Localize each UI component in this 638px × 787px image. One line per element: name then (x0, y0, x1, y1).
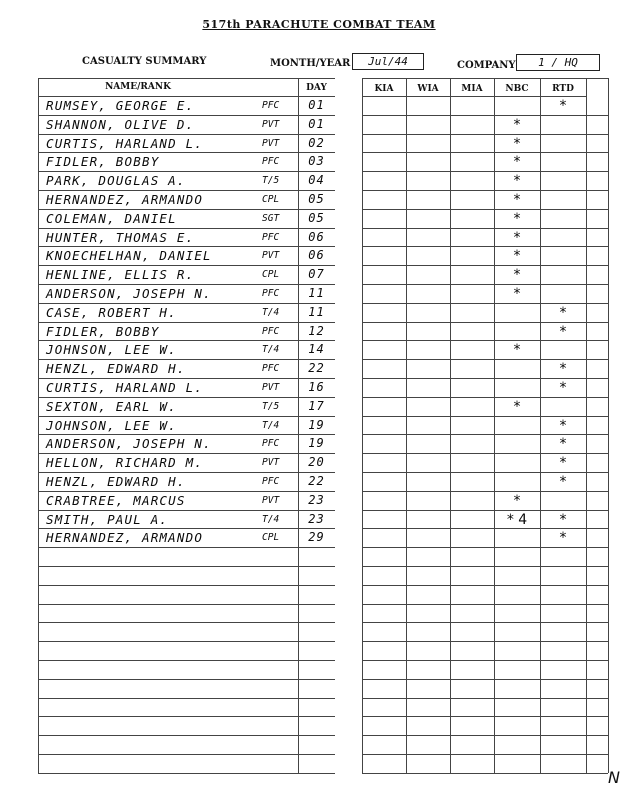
entry-name: RUMSEY, GEORGE E. (46, 98, 195, 113)
entry-rank: PFC (262, 438, 280, 450)
row-rule (362, 735, 608, 736)
row-rule (38, 416, 335, 417)
row-rule (362, 359, 608, 360)
entry-nbc-mark: * (513, 398, 521, 415)
casualty-summary-label: CASUALTY SUMMARY (82, 56, 207, 67)
row-rule (38, 303, 335, 304)
entry-rank: T/4 (262, 513, 280, 525)
entry-day: 02 (308, 135, 325, 150)
row-rule (38, 134, 335, 135)
column-rule (406, 78, 407, 773)
row-rule (362, 641, 608, 642)
column-header-day: DAY (306, 83, 327, 93)
row-rule (362, 754, 608, 755)
entry-name: HENZL, EDWARD H. (46, 361, 186, 377)
entry-nbc-mark: * (513, 342, 521, 359)
row-rule (362, 773, 608, 774)
company-field: 1 / HQ (516, 54, 600, 71)
entry-nbc-mark: * (513, 229, 521, 246)
entry-day: 03 (308, 154, 325, 169)
entry-name: CASE, ROBERT H. (46, 304, 177, 320)
row-rule (38, 604, 335, 605)
row-rule (362, 378, 608, 379)
entry-rank: PFC (262, 231, 280, 243)
row-rule (362, 115, 608, 116)
entry-nbc-mark: * 4 (506, 511, 528, 528)
row-rule (362, 246, 608, 247)
row-rule (362, 716, 608, 717)
entry-name: HERNANDEZ, ARMANDO (46, 192, 204, 207)
entry-nbc-mark: * (513, 248, 521, 265)
entry-name: ANDERSON, JOSEPH N. (46, 286, 212, 301)
corner-mark: N (608, 768, 620, 787)
entry-name: CURTIS, HARLAND L. (46, 135, 204, 151)
row-rule (298, 96, 335, 97)
row-rule (38, 265, 335, 266)
entry-day: 20 (308, 455, 325, 470)
row-rule (362, 566, 608, 567)
entry-name: PARK, DOUGLAS A. (46, 173, 186, 189)
row-rule (362, 622, 608, 623)
entry-nbc-mark: * (513, 173, 521, 190)
row-rule (38, 754, 335, 755)
entry-day: 16 (308, 380, 325, 394)
entry-day: 29 (308, 530, 325, 545)
entry-nbc-mark: * (513, 492, 521, 509)
entry-rtd-mark: * (559, 530, 567, 547)
column-rule (362, 78, 363, 773)
row-rule (38, 547, 335, 548)
row-rule (38, 378, 335, 379)
month-year-label: MONTH/YEAR (270, 58, 351, 69)
row-rule (38, 397, 335, 398)
entry-rank: PVT (262, 494, 280, 506)
entry-rank: PFC (262, 156, 280, 168)
row-rule (362, 303, 608, 304)
column-rule (608, 78, 609, 773)
row-rule (38, 246, 335, 247)
entry-day: 06 (308, 248, 325, 263)
entry-rank: PFC (262, 288, 280, 299)
entry-nbc-mark: * (513, 116, 521, 133)
row-rule (362, 228, 608, 229)
row-rule (362, 510, 608, 511)
entry-rtd-mark: * (559, 361, 567, 378)
entry-day: 05 (308, 192, 325, 206)
entry-rank: CPL (262, 269, 280, 281)
row-rule (38, 491, 335, 492)
entry-name: SMITH, PAUL A. (46, 511, 169, 527)
entry-day: 01 (308, 98, 325, 112)
row-rule (362, 134, 608, 135)
entry-name: FIDLER, BOBBY (46, 154, 160, 170)
row-rule (38, 641, 335, 642)
row-rule (38, 528, 335, 529)
entry-name: JOHNSON, LEE W. (46, 342, 177, 358)
column-header-kia: KIA (374, 84, 394, 94)
entry-day: 14 (308, 342, 325, 357)
entry-rtd-mark: * (559, 474, 567, 490)
row-rule (362, 679, 608, 680)
entry-name: KNOECHELHAN, DANIEL (46, 248, 212, 264)
row-rule (38, 359, 335, 360)
entry-name: CRABTREE, MARCUS (46, 492, 186, 508)
row-rule (38, 622, 335, 623)
row-rule (362, 340, 608, 341)
entry-day: 17 (308, 398, 325, 413)
row-rule (362, 453, 608, 454)
entry-day: 01 (308, 116, 325, 131)
row-rule (38, 434, 335, 435)
column-header-wia: WIA (417, 84, 439, 94)
row-rule (38, 566, 335, 567)
entry-name: SHANNON, OLIVE D. (46, 116, 195, 132)
entry-rank: PVT (262, 118, 280, 130)
entry-rank: PFC (262, 476, 280, 487)
row-rule (362, 190, 608, 191)
column-header-rtd: RTD (552, 84, 574, 94)
row-rule (38, 171, 335, 172)
row-rule (38, 322, 335, 323)
entry-rank: PFC (262, 100, 280, 111)
entry-day: 11 (308, 286, 325, 300)
entry-rtd-mark: * (559, 455, 567, 472)
company-label: COMPANY (457, 60, 516, 71)
entry-rank: PVT (262, 457, 280, 469)
row-rule (362, 78, 608, 79)
entry-rank: T/5 (262, 400, 280, 412)
entry-rank: CPL (262, 194, 280, 205)
entry-rtd-mark: * (559, 417, 567, 434)
entry-rank: PVT (262, 382, 280, 393)
row-rule (38, 735, 335, 736)
row-rule (362, 472, 608, 473)
row-rule (362, 528, 608, 529)
row-rule (38, 510, 335, 511)
entry-day: 12 (308, 323, 325, 338)
column-rule (450, 78, 451, 773)
row-rule (362, 397, 608, 398)
entry-name: COLEMAN, DANIEL (46, 210, 177, 226)
row-rule (38, 228, 335, 229)
entry-rtd-mark: * (559, 511, 567, 528)
row-rule (38, 472, 335, 473)
entry-name: SEXTON, EARL W. (46, 398, 177, 414)
page-title: 517th PARACHUTE COMBAT TEAM (202, 18, 436, 31)
row-rule (38, 585, 335, 586)
entry-name: HUNTER, THOMAS E. (46, 229, 195, 245)
row-rule (38, 115, 335, 116)
row-rule (362, 322, 608, 323)
row-rule (362, 171, 608, 172)
entry-nbc-mark: * (513, 286, 521, 302)
entry-rank: T/4 (262, 344, 280, 356)
entry-rank: T/4 (262, 419, 280, 431)
entry-nbc-mark: * (513, 210, 521, 227)
row-rule (38, 453, 335, 454)
row-rule (362, 604, 608, 605)
row-rule (298, 78, 335, 79)
entry-day: 23 (308, 511, 325, 526)
row-rule (38, 679, 335, 680)
entry-nbc-mark: * (513, 192, 521, 208)
row-rule (362, 265, 608, 266)
row-rule (38, 96, 298, 97)
month-year-field: Jul/44 (352, 53, 424, 70)
entry-name: JOHNSON, LEE W. (46, 417, 177, 433)
entry-name: CURTIS, HARLAND L. (46, 380, 204, 395)
column-rule (586, 78, 587, 773)
row-rule (362, 209, 608, 210)
entry-day: 19 (308, 436, 325, 451)
row-rule (362, 416, 608, 417)
row-rule (362, 434, 608, 435)
entry-name: HELLON, RICHARD M. (46, 455, 204, 471)
row-rule (38, 773, 335, 774)
entry-rank: SGT (262, 212, 280, 224)
row-rule (38, 660, 335, 661)
row-rule (38, 209, 335, 210)
row-rule (38, 152, 335, 153)
row-rule (362, 284, 608, 285)
entry-rtd-mark: * (559, 436, 567, 453)
row-rule (362, 491, 608, 492)
entry-name: HENZL, EDWARD H. (46, 474, 186, 489)
row-rule (38, 716, 335, 717)
entry-rank: PVT (262, 250, 280, 262)
entry-rank: PVT (262, 137, 280, 149)
entry-day: 05 (308, 210, 325, 225)
row-rule (38, 78, 298, 79)
entry-day: 22 (308, 474, 325, 488)
entry-day: 06 (308, 229, 325, 244)
row-rule (38, 284, 335, 285)
column-header-mia: MIA (461, 84, 483, 94)
row-rule (38, 190, 335, 191)
entry-rank: PFC (262, 363, 280, 375)
entry-rank: T/5 (262, 175, 280, 187)
entry-rank: PFC (262, 325, 280, 337)
entry-day: 23 (308, 492, 325, 507)
entry-day: 19 (308, 417, 325, 432)
entry-day: 04 (308, 173, 325, 188)
row-rule (362, 585, 608, 586)
row-rule (38, 340, 335, 341)
row-rule (362, 698, 608, 699)
entry-nbc-mark: * (513, 135, 521, 152)
entry-rank: T/4 (262, 306, 280, 318)
entry-nbc-mark: * (513, 267, 521, 284)
entry-rtd-mark: * (559, 380, 567, 396)
entry-name: FIDLER, BOBBY (46, 323, 160, 339)
entry-name: HERNANDEZ, ARMANDO (46, 530, 204, 546)
entry-nbc-mark: * (513, 154, 521, 171)
column-header-name-rank: NAME/RANK (105, 82, 171, 92)
row-rule (362, 660, 608, 661)
row-rule (362, 152, 608, 153)
entry-day: 07 (308, 267, 325, 282)
column-rule (38, 78, 39, 773)
entry-rtd-mark: * (559, 323, 567, 340)
column-header-nbc: NBC (505, 84, 529, 94)
entry-rank: CPL (262, 532, 280, 544)
row-rule (362, 547, 608, 548)
row-rule (362, 96, 586, 97)
entry-name: ANDERSON, JOSEPH N. (46, 436, 212, 452)
entry-name: HENLINE, ELLIS R. (46, 267, 195, 283)
entry-rtd-mark: * (559, 98, 567, 114)
entry-day: 11 (308, 304, 325, 319)
entry-day: 22 (308, 361, 325, 376)
row-rule (38, 698, 335, 699)
entry-rtd-mark: * (559, 304, 567, 321)
